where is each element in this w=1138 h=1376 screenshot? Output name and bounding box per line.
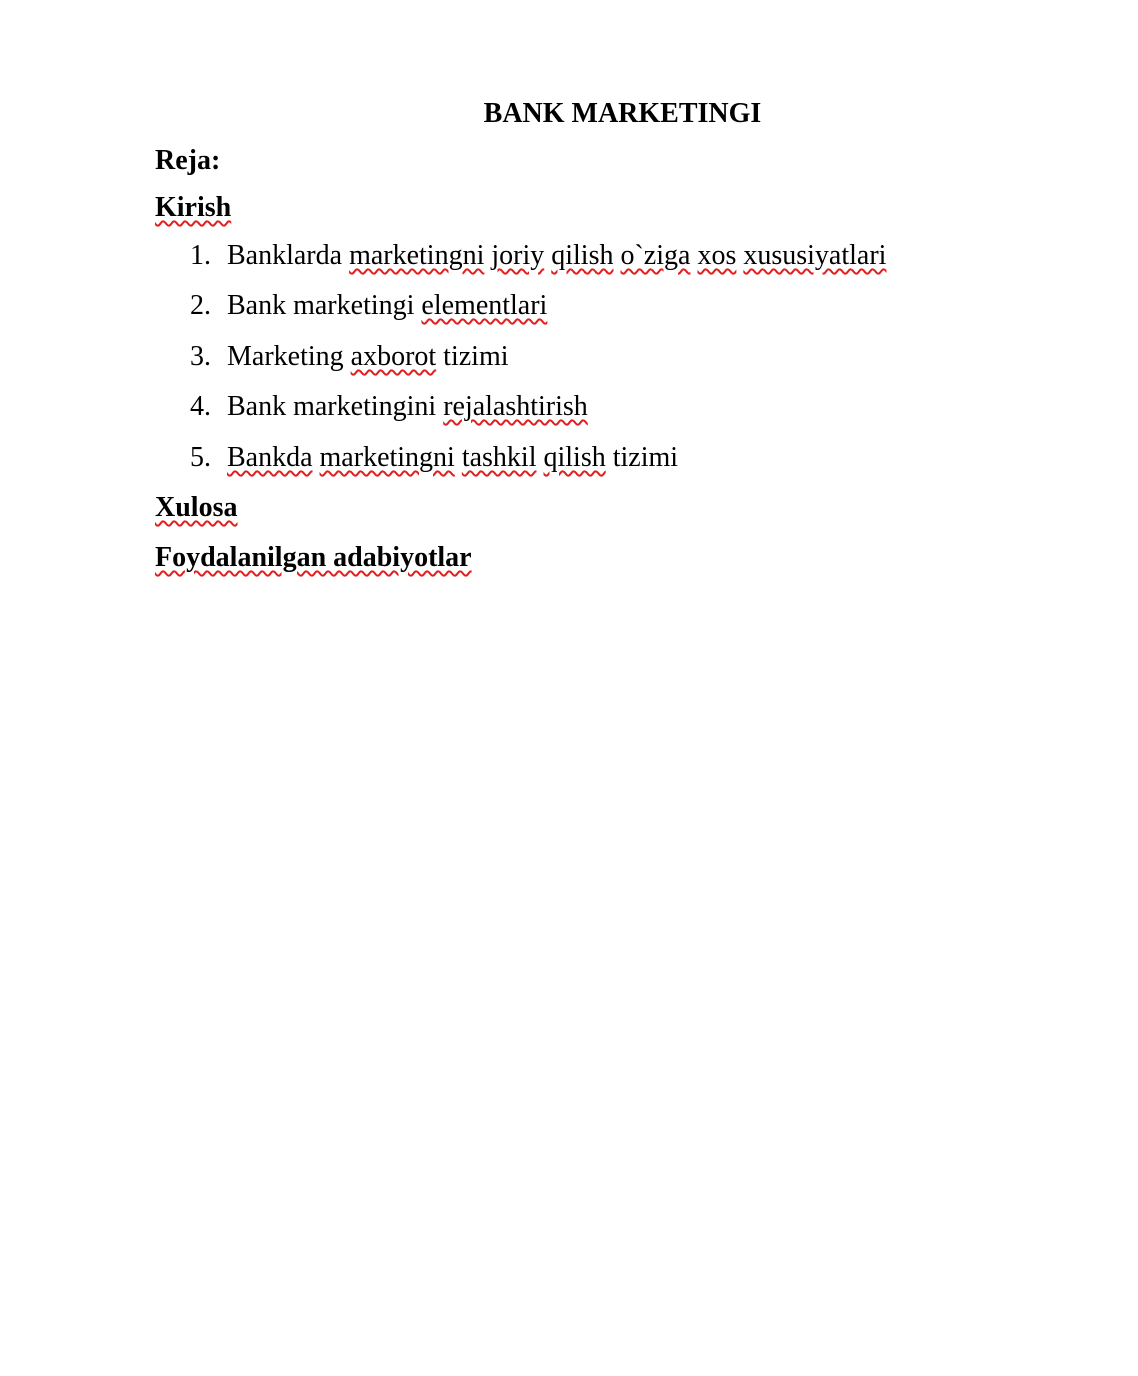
conclusion-text: Xulosa (155, 492, 238, 523)
list-item (190, 389, 588, 425)
list-item-text-segment: tizimi (436, 341, 509, 372)
list-item-text-segment: Banklarda (227, 240, 350, 271)
list-item-text-segment (313, 442, 320, 473)
list-item-text-segment (455, 442, 462, 473)
list-item-number: 5. (190, 442, 211, 473)
spellcheck-flagged-word: tashkil (461, 442, 537, 473)
list-item (190, 339, 509, 375)
spellcheck-flagged-word: xos (697, 240, 737, 271)
list-item-text-segment: tizimi (605, 442, 679, 473)
spellcheck-flagged-word: o`ziga (620, 240, 691, 271)
list-item (190, 440, 678, 476)
list-item-text-segment: Marketing (227, 341, 351, 372)
references-heading (155, 540, 472, 576)
spellcheck-flagged-word: Bankda (227, 442, 313, 473)
document-title: BANK MARKETINGI (483, 98, 762, 129)
spellcheck-flagged-word: marketingni (319, 442, 455, 473)
intro-heading (155, 190, 231, 226)
list-item-text-segment: Bank marketingini (227, 391, 444, 422)
list-item-number: 4. (190, 391, 211, 422)
list-item-number: 3. (190, 341, 211, 372)
list-item-text (227, 290, 547, 321)
references-text: Foydalanilgan adabiyotlar (155, 542, 472, 573)
list-item-text (227, 391, 588, 422)
spellcheck-flagged-word: xususiyatlari (743, 240, 887, 271)
list-item-number: 2. (190, 290, 211, 321)
list-item-text (227, 341, 509, 372)
spellcheck-flagged-word: qilish (551, 240, 614, 271)
list-item-text (227, 442, 678, 473)
list-item (190, 288, 547, 324)
conclusion-heading (155, 490, 237, 526)
spellcheck-flagged-word: axborot (350, 341, 437, 372)
spellcheck-flagged-word: qilish (543, 442, 606, 473)
list-item-text-segment (537, 442, 544, 473)
spellcheck-flagged-word: joriy (491, 240, 545, 271)
spellcheck-flagged-word: rejalashtirish (443, 391, 588, 422)
list-item-text (227, 240, 886, 271)
plan-label: Reja: (155, 145, 221, 176)
list-item-number: 1. (190, 240, 211, 271)
list-item (190, 238, 886, 274)
document-title-row (0, 96, 1138, 132)
spellcheck-flagged-word: marketingni (349, 240, 485, 271)
list-item-text-segment: Bank marketingi (227, 290, 422, 321)
intro-text: Kirish (155, 192, 232, 223)
spellcheck-flagged-word: elementlari (421, 290, 548, 321)
